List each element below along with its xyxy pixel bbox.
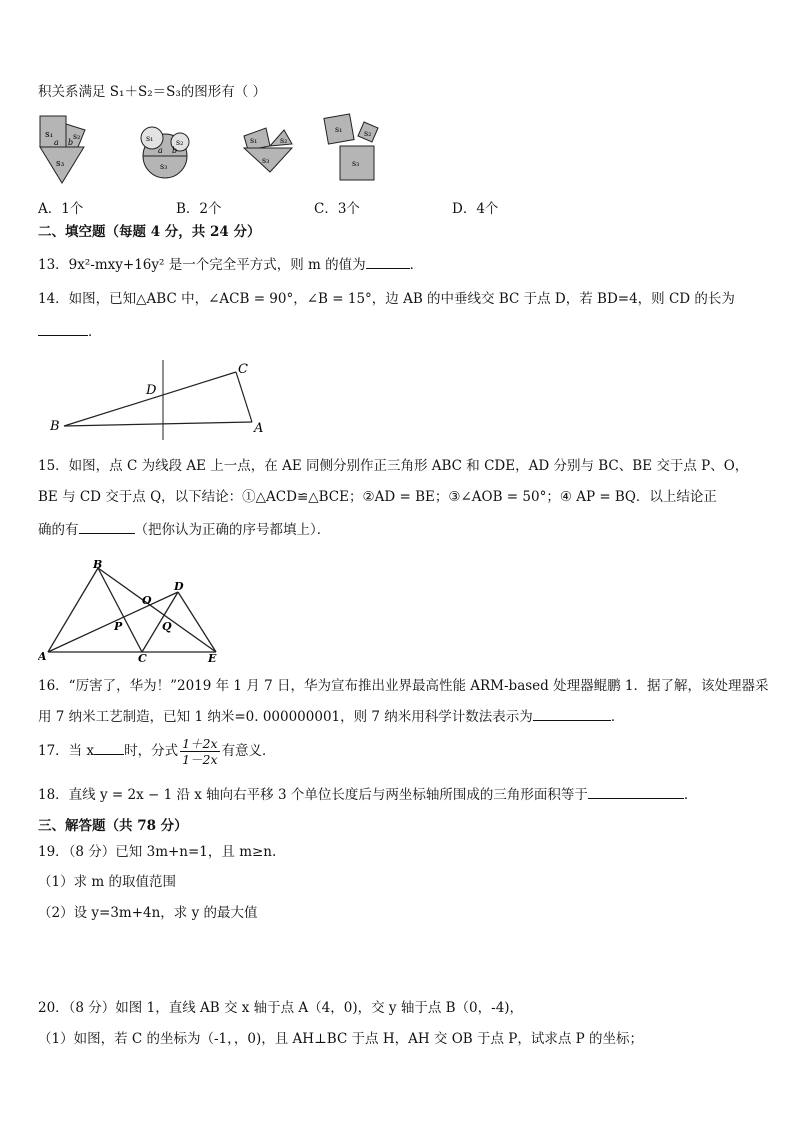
section-3-title: 三、解答题（共 78 分） — [38, 818, 188, 834]
fig2-label-s1: s₁ — [146, 134, 154, 143]
q17-fraction: $\frac{1+2x}{1-2x}$ — [182, 736, 218, 767]
q14-label-b: B — [50, 419, 60, 434]
fig1-label-s3: s₃ — [56, 159, 65, 169]
fig2-label-s2: s₂ — [176, 138, 184, 147]
q14-label-c: C — [238, 362, 248, 377]
fig1-label-b: b — [68, 138, 74, 147]
q14-line-2: ． — [38, 321, 102, 342]
q20-stem: 20．（8 分）如图 1，直线 AB 交 x 轴于点 A（4，0)，交 y 轴于点 B（0，-4)， — [38, 1000, 524, 1016]
q13: 13．9x²-mxy+16y² 是一个完全平方式，则 m 的值为 ． — [38, 254, 423, 275]
q15-label-q: Q — [162, 620, 172, 633]
q17-answer-blank[interactable] — [94, 740, 124, 755]
section-2-title: 二、填空题（每题 4 分，共 24 分） — [38, 224, 261, 240]
fig4-label-s3: s₃ — [352, 159, 360, 168]
q15-figure — [38, 556, 228, 666]
fig4-label-s1: s₁ — [335, 125, 343, 134]
q13-answer-blank[interactable] — [366, 254, 410, 269]
q15-label-b: B — [93, 558, 103, 571]
fig2-label-s3: s₃ — [160, 162, 168, 171]
q15-line-3: 确的有 （把你认为正确的序号都填上）． — [38, 519, 330, 540]
q15-label-e: E — [208, 652, 217, 665]
q20-part-1: （1）如图，若 C 的坐标为（-1，，0)，且 AH⊥BC 于点 H，AH 交 OB 于点 P，试求点 P 的坐标； — [38, 1031, 644, 1047]
q17: 17．当 x 时，分式 $\frac{1+2x}{1-2x}$ 有意义． — [38, 736, 276, 767]
q15-label-a: A — [38, 650, 47, 663]
q12-option-b[interactable]: B．2个 — [176, 201, 222, 217]
fig2-label-a: a — [158, 146, 163, 155]
q12-figure-1 — [36, 110, 96, 186]
fig4-label-s2: s₂ — [364, 129, 372, 138]
q15-label-c: C — [138, 652, 147, 665]
q19-part-2: （2）设 y=3m+4n，求 y 的最大值 — [38, 905, 258, 921]
q19-part-1: （1）求 m 的取值范围 — [38, 874, 176, 890]
q16-line-2: 用 7 纳米工艺制造，已知 1 纳米=0. 000000001，则 7 纳米用科学计数法表示为 ． — [38, 706, 624, 727]
q18: 18．直线 y = 2x − 1 沿 x 轴向右平移 3 个单位长度后与两坐标轴所围成的三角形面积等于 ． — [38, 784, 697, 805]
fig1-label-s1: s₁ — [45, 130, 54, 140]
q15-line-1: 15．如图，点 C 为线段 AE 上一点，在 AE 同侧分别作正三角形 ABC 和 CDE，AD 分别与 BC、BE 交于点 P、O， — [38, 458, 749, 474]
q12-stem: 积关系满足 S₁＋S₂＝S₃的图形有（ ） — [38, 84, 267, 100]
q18-answer-blank[interactable] — [588, 784, 684, 799]
q12-option-a[interactable]: A．1个 — [38, 201, 84, 217]
q15-answer-blank[interactable] — [79, 519, 135, 534]
fig1-label-s2: s₂ — [73, 132, 81, 141]
q14-line-1: 14．如图，已知△ABC 中，∠ACB = 90°，∠B = 15°，边 AB 的中垂线交 BC 于点 D，若 BD=4，则 CD 的长为 — [38, 291, 735, 307]
q14-answer-blank[interactable] — [38, 321, 88, 336]
q14-label-a: A — [254, 421, 264, 436]
q12-figure-2 — [136, 122, 198, 180]
q15-label-o: O — [142, 594, 152, 607]
q14-figure — [40, 356, 280, 444]
fig2-label-b: b — [172, 146, 178, 155]
fig3-label-s1: s₁ — [250, 136, 258, 145]
q15-label-d: D — [174, 580, 184, 593]
q15-line-2: BE 与 CD 交于点 Q，以下结论：①△ACD≌△BCE；②AD = BE；③∠AOB = 50°；④ AP = BQ．以上结论正 — [38, 489, 717, 505]
q16-answer-blank[interactable] — [533, 706, 611, 721]
q13-text: 13．9x²-mxy+16y² 是一个完全平方式，则 m 的值为 — [38, 257, 366, 273]
q19-stem: 19．（8 分）已知 3m+n=1，且 m≥n. — [38, 844, 277, 860]
q12-option-d[interactable]: D．4个 — [452, 201, 499, 217]
q18-text: 18．直线 y = 2x − 1 沿 x 轴向右平移 3 个单位长度后与两坐标轴所围成的三角形面积等于 — [38, 787, 588, 803]
fig1-label-a: a — [54, 138, 59, 147]
q12-figure-3 — [240, 122, 300, 178]
q16-line-1: 16．“厉害了，华为！”2019 年 1 月 7 日，华为宣布推出业界最高性能 ARM-based 处理器鲲鹏 1．据了解，该处理器采 — [38, 678, 769, 694]
q14-label-d: D — [146, 383, 157, 398]
q12-figure-4 — [322, 110, 390, 186]
fig3-label-s2: s₂ — [280, 136, 288, 145]
q12-option-c[interactable]: C．3个 — [314, 201, 360, 217]
q15-label-p: P — [114, 620, 123, 633]
fig3-label-s3: s₃ — [262, 156, 270, 165]
